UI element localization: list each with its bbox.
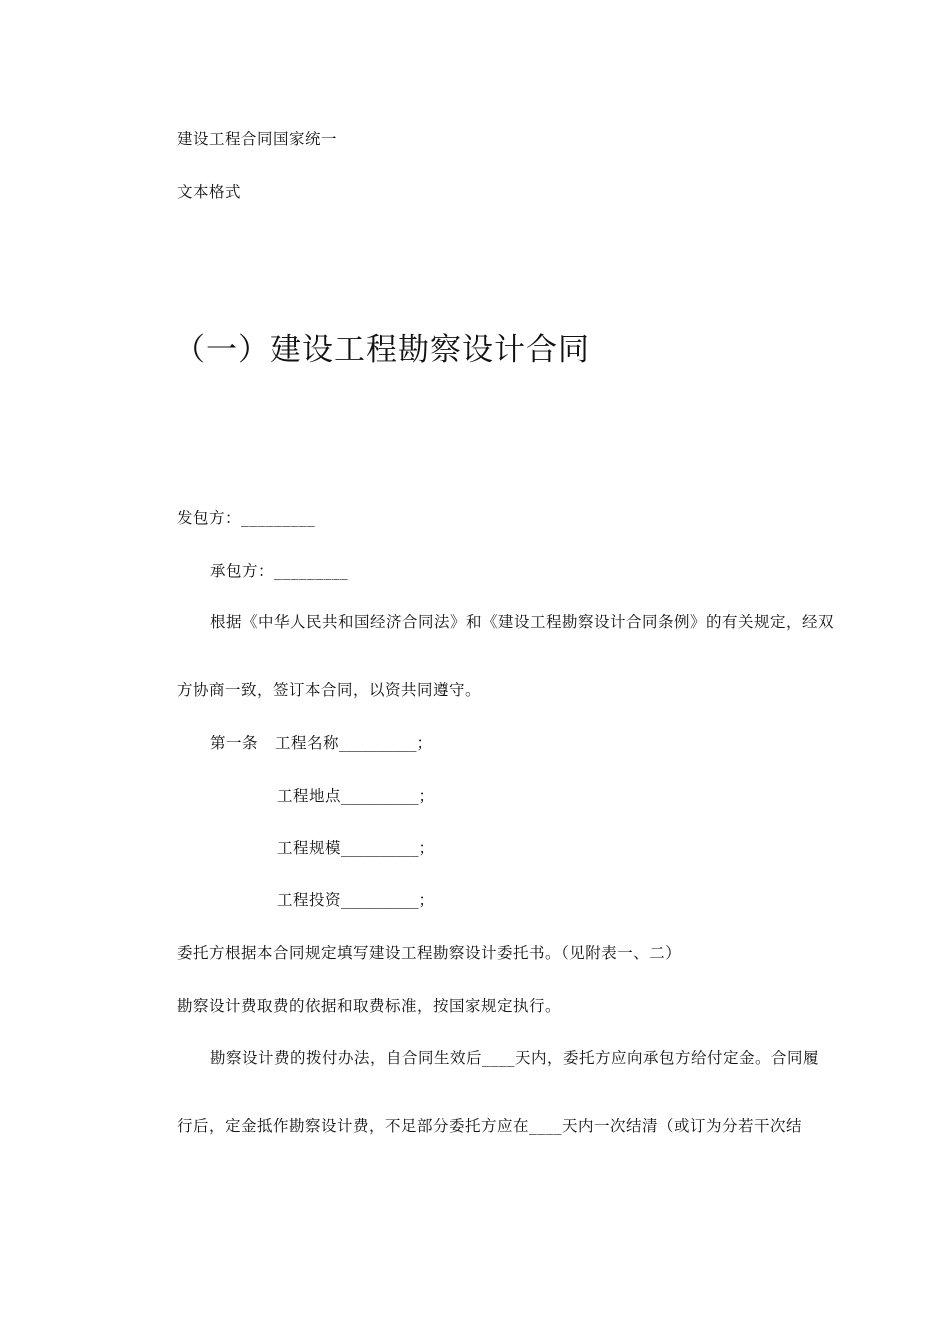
field-label: 工程投资 xyxy=(277,891,342,909)
field-label: 工程地点 xyxy=(277,787,342,805)
field-blank: __________； xyxy=(339,734,433,752)
preamble-line-2: 方协商一致，签订本合同，以资共同遵守。 xyxy=(177,681,482,699)
article-1-row-investment xyxy=(277,890,434,910)
field-blank: __________； xyxy=(341,891,435,909)
header-line-2: 文本格式 xyxy=(177,183,242,201)
employer-line: 发包方：_________ xyxy=(177,509,316,527)
article-label: 第一条 xyxy=(210,734,259,752)
field-blank: __________； xyxy=(341,839,435,857)
paragraph-payment-line-1: 勘察设计费的拨付办法，自合同生效后____天内，委托方应向承包方给付定金。合同履 xyxy=(210,1049,820,1067)
field-label: 工程规模 xyxy=(277,839,342,857)
preamble-line-1: 根据《中华人民共和国经济合同法》和《建设工程勘察设计合同条例》的有关规定，经双 xyxy=(210,613,835,631)
header-line-1: 建设工程合同国家统一 xyxy=(177,130,338,148)
paragraph-payment-line-2: 行后，定金抵作勘察设计费，不足部分委托方应在____天内一次结清（或订为分若干次结 xyxy=(177,1117,803,1135)
article-1-row-location xyxy=(277,786,434,806)
contractor-line: 承包方：_________ xyxy=(210,562,349,580)
article-1-row-scale xyxy=(277,838,434,858)
field-label: 工程名称 xyxy=(275,734,340,752)
paragraph-commission: 委托方根据本合同规定填写建设工程勘察设计委托书。（见附表一、二） xyxy=(177,944,682,962)
article-1-row-name xyxy=(210,733,432,753)
document-title: （一）建设工程勘察设计合同 xyxy=(174,332,590,368)
paragraph-fee-basis: 勘察设计费取费的依据和取费标准，按国家规定执行。 xyxy=(177,997,562,1015)
field-blank: __________； xyxy=(341,787,435,805)
